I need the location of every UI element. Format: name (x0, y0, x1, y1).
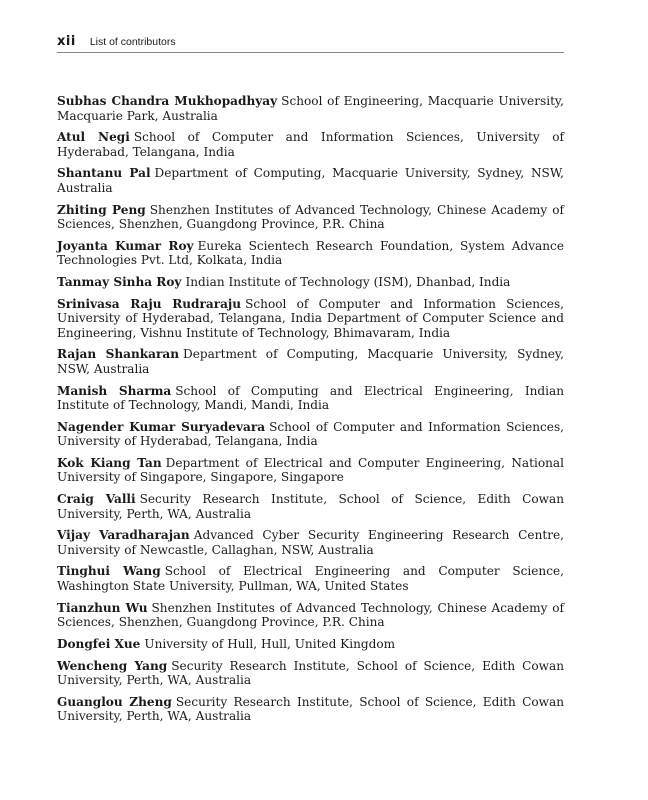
contributor-entry (57, 601, 564, 630)
contributor-name: Manish Sharma (57, 383, 172, 398)
contributor-entry (57, 420, 564, 449)
contributor-name: Kok Kiang Tan (57, 455, 162, 470)
contributor-entry (57, 528, 564, 557)
contributor-name: Subhas Chandra Mukhopadhyay (57, 94, 278, 108)
contributor-name: Tinghui Wang (57, 564, 161, 579)
contributor-name: Craig Valli (57, 492, 136, 507)
contributor-name: Tianzhun Wu (57, 600, 148, 615)
contributor-entry (57, 384, 564, 413)
contributor-affiliation: School of Engineering, Macquarie University, Macquarie Park, Australia (57, 94, 564, 123)
contributor-affiliation: Department of Computing, Macquarie University, Sydney, NSW, Australia (57, 347, 564, 376)
contributor-entry (57, 347, 564, 376)
contributor-affiliation: Advanced Cyber Security Engineering Research Centre, University of Newcastle, Callaghan, NSW, Australia (57, 528, 564, 557)
contributor-affiliation: School of Computer and Information Sciences, University of Hyderabad, Telangana, India Department of Computer Science and Engineering, Vishnu Institute of Technology, Bhimavaram, India (57, 296, 564, 340)
contributor-entry (57, 203, 564, 232)
contributor-name: Zhiting Peng (57, 202, 146, 217)
contributor-affiliation: School of Computer and Information Sciences, University of Hyderabad, Telangana, India (57, 419, 564, 449)
contributor-entry (57, 564, 564, 593)
contributor-entry (57, 297, 564, 341)
contributor-affiliation: School of Computing and Electrical Engineering, Indian Institute of Technology, Mandi, Mandi, India (57, 383, 564, 412)
contributor-affiliation: Shenzhen Institutes of Advanced Technology, Chinese Academy of Sciences, Shenzhen, Guangdong Province, P.R. China (57, 600, 564, 630)
contributor-entry (57, 456, 564, 485)
contributor-name: Dongfei Xue (57, 636, 141, 651)
contributor-name: Joyanta Kumar Roy (57, 238, 194, 253)
section-title: List of contributors (89, 36, 176, 48)
contributor-affiliation: Department of Computing, Macquarie University, Sydney, NSW, Australia (57, 166, 564, 195)
contributor-affiliation: Eureka Scientech Research Foundation, System Advance Technologies Pvt. Ltd, Kolkata, India (57, 238, 564, 268)
contributor-entry (57, 275, 564, 290)
contributor-entry (57, 695, 564, 724)
contributor-name: Shantanu Pal (57, 166, 151, 181)
contributor-name: Tanmay Sinha Roy (57, 274, 182, 289)
contributor-name: Wencheng Yang (57, 658, 168, 673)
contributor-affiliation: Security Research Institute, School of Science, Edith Cowan University, Perth, WA, Australia (57, 492, 564, 521)
contributor-affiliation: Shenzhen Institutes of Advanced Technology, Chinese Academy of Sciences, Shenzhen, Guangdong Province, P.R. China (57, 202, 564, 232)
running-head (57, 34, 564, 53)
contributor-name: Rajan Shankaran (57, 347, 179, 362)
contributor-entry (57, 637, 564, 652)
contributor-affiliation: University of Hull, Hull, United Kingdom (144, 636, 396, 651)
contributor-entry (57, 130, 564, 159)
contributor-entry (57, 94, 564, 123)
contributor-affiliation: Security Research Institute, School of Science, Edith Cowan University, Perth, WA, Australia (57, 658, 564, 687)
contributor-affiliation: Department of Electrical and Computer Engineering, National University of Singapore, Singapore, Singapore (57, 455, 564, 485)
contributor-entry (57, 492, 564, 521)
contributor-affiliation: School of Computer and Information Sciences, University of Hyderabad, Telangana, India (57, 130, 564, 159)
contributor-name: Srinivasa Raju Rudraraju (57, 296, 242, 311)
contributor-entry (57, 166, 564, 195)
contributor-name: Guanglou Zheng (57, 694, 172, 709)
contributor-affiliation: Security Research Institute, School of Science, Edith Cowan University, Perth, WA, Australia (57, 694, 564, 724)
contributor-entry (57, 239, 564, 268)
contributor-name: Atul Negi (57, 130, 130, 145)
contributor-affiliation: Indian Institute of Technology (ISM), Dhanbad, India (185, 274, 511, 289)
page-number: xii (57, 34, 76, 49)
contributor-name: Nagender Kumar Suryadevara (57, 419, 266, 434)
contributor-affiliation: School of Electrical Engineering and Computer Science, Washington State University, Pullman, WA, United States (57, 564, 564, 593)
contributor-entry (57, 659, 564, 688)
contributor-list (57, 94, 564, 731)
contributor-name: Vijay Varadharajan (57, 528, 190, 543)
